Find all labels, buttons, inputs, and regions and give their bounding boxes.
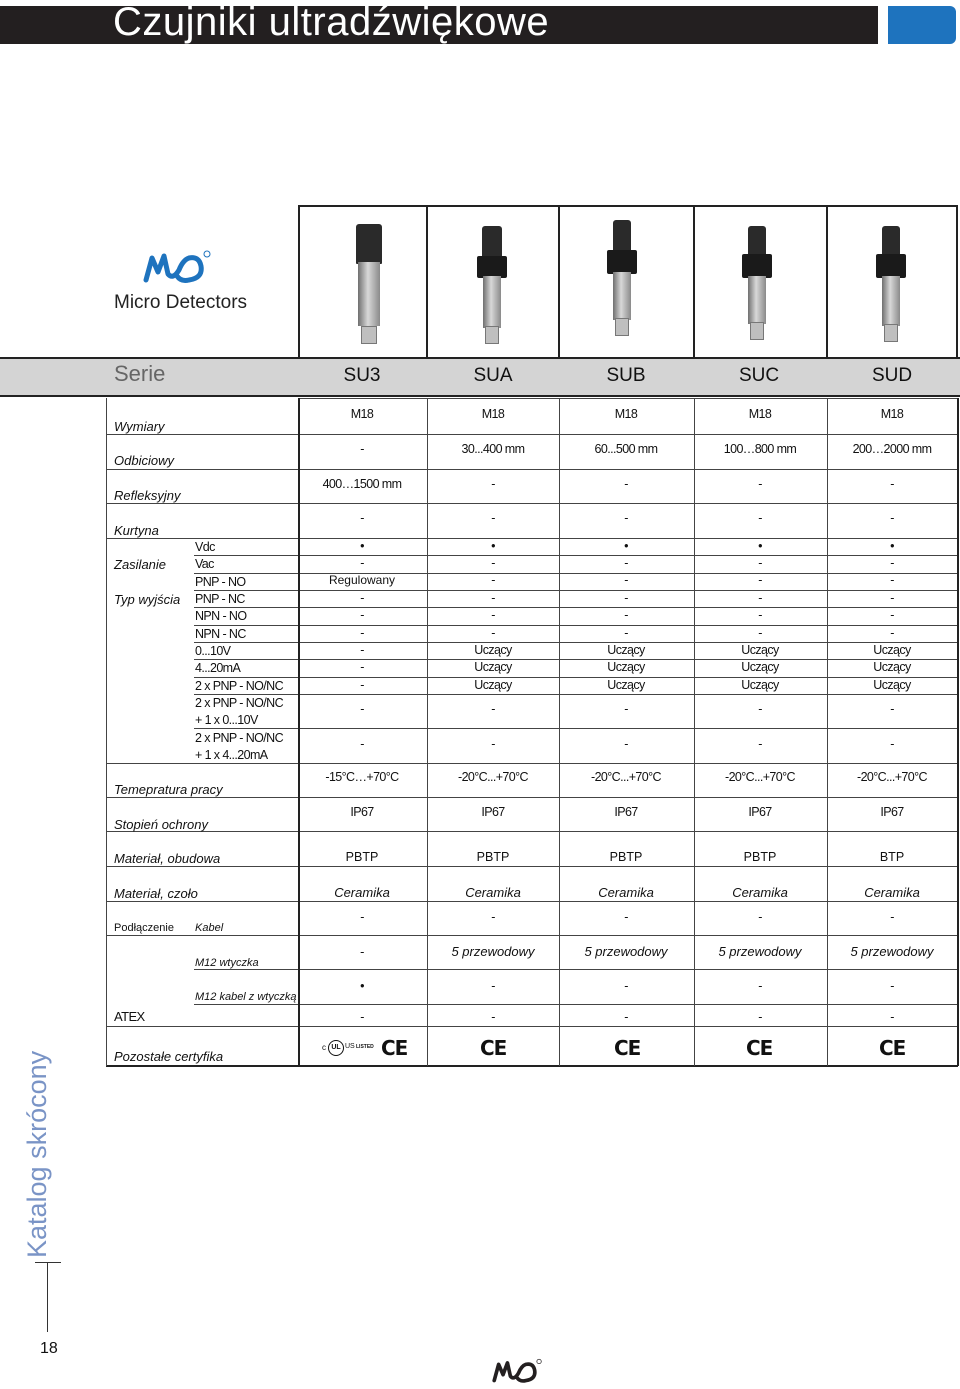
sublabel-vac: Vac (195, 557, 214, 571)
cell-material-czolo-suc: Ceramika (732, 885, 788, 900)
label-m12-wtyczka: M12 wtyczka (195, 957, 259, 969)
cell-npn-no-sud: - (890, 608, 894, 622)
cell-atex-suc: - (758, 1010, 762, 1024)
label-odbiciowy: Odbiciowy (114, 453, 174, 468)
table-top-rule (298, 398, 957, 399)
cell-m12-wtyczka-sua: 5 przewodowy (451, 944, 535, 959)
side-line (47, 1262, 48, 1332)
cell-v010-sud: Uczący (873, 643, 911, 657)
sublabel-pnp-nc: PNP - NC (195, 592, 245, 606)
table-rule (194, 969, 957, 970)
cell-m12-kabel-su3: • (360, 979, 364, 993)
cell-pnp2-sud: Uczący (873, 678, 911, 692)
cell-material-obudowa-suc: PBTP (743, 850, 777, 864)
cell-odbiciowy-sud: 200…2000 mm (852, 442, 932, 456)
table-rule (106, 763, 957, 764)
cell-ma420-suc: Uczący (741, 660, 779, 674)
cell-pnp2-su3: - (360, 678, 364, 692)
cell-pnp2-ma-sua: - (491, 737, 495, 751)
cell-pnp-no-sud: - (890, 573, 894, 587)
cell-odbiciowy-sua: 30...400 mm (461, 442, 525, 456)
cell-vdc-sud: • (890, 539, 894, 553)
label-kurtyna: Kurtyna (114, 523, 159, 538)
table-rule (106, 503, 957, 504)
cell-vac-su3: - (360, 556, 364, 570)
sensor-image-suc (742, 226, 772, 342)
cell-kurtyna-sud: - (890, 511, 894, 525)
cell-material-czolo-su3: Ceramika (334, 885, 390, 900)
sublabel-2xpnp-v-a: 2 x PNP - NO/NC (195, 696, 284, 710)
cell-atex-sua: - (491, 1010, 495, 1024)
table-column-rule (298, 398, 300, 1066)
cell-pnp2-v-sud: - (890, 702, 894, 716)
cell-m12-wtyczka-su3: - (359, 944, 365, 959)
table-rule (194, 694, 957, 695)
table-rule (106, 866, 957, 867)
cell-vac-sud: - (890, 556, 894, 570)
cell-pnp2-v-sub: - (624, 702, 628, 716)
cell-ma420-sua: Uczący (474, 660, 512, 674)
cell-kurtyna-sub: - (624, 511, 628, 525)
sublabel-0-10v: 0...10V (195, 644, 231, 658)
label-m12-kabel: M12 kabel z wtyczką (195, 991, 297, 1003)
cell-wymiary-sub: M18 (614, 407, 638, 421)
cell-stopien-suc: IP67 (748, 805, 772, 819)
cell-npn-nc-sud: - (890, 626, 894, 640)
cell-wymiary-suc: M18 (748, 407, 772, 421)
ul-listed-mark: c UL US LISTED (322, 1040, 378, 1056)
cell-pnp2-ma-sub: - (624, 737, 628, 751)
cell-kabel-sud: - (890, 910, 894, 924)
label-typ-wyjscia: Typ wyjścia (114, 592, 181, 607)
cell-npn-nc-su3: - (360, 626, 364, 640)
sublabel-2xpnp-ma-a: 2 x PNP - NO/NC (195, 731, 284, 745)
cell-npn-no-suc: - (758, 608, 762, 622)
cell-kabel-suc: - (758, 910, 762, 924)
cell-refleksyjny-sub: - (624, 477, 628, 491)
table-column-rule (559, 398, 560, 1066)
cell-pnp2-suc: Uczący (741, 678, 779, 692)
cell-temperatura-su3: -15°C…+70°C (325, 770, 399, 784)
table-column-rule (827, 398, 828, 1066)
cell-refleksyjny-suc: - (758, 477, 762, 491)
cell-npn-no-sub: - (624, 608, 628, 622)
cell-refleksyjny-sua: - (491, 477, 495, 491)
table-rule (106, 831, 957, 832)
sublabel-2xpnp-ma-b: + 1 x 4...20mA (195, 748, 268, 762)
cell-m12-kabel-suc: - (758, 979, 762, 993)
brand-name: Micro Detectors (114, 292, 248, 313)
cell-vdc-su3: • (360, 539, 364, 553)
cell-material-obudowa-su3: PBTP (345, 850, 379, 864)
table-rule (106, 434, 957, 435)
cell-temperatura-sud: -20°C...+70°C (857, 770, 927, 784)
cell-pnp-nc-su3: - (360, 591, 364, 605)
table-rule (106, 469, 957, 470)
footer-logo-icon (492, 1356, 542, 1386)
cell-npn-nc-sub: - (624, 626, 628, 640)
cell-pnp-nc-sua: - (491, 591, 495, 605)
label-atex: ATEX (114, 1009, 145, 1024)
cell-v010-sub: Uczący (607, 643, 645, 657)
catalog-side-label: Katalog skrócony (22, 1050, 52, 1258)
sublabel-2xpnp: 2 x PNP - NO/NC (195, 679, 284, 693)
label-temperatura: Temepratura pracy (114, 782, 223, 797)
cell-v010-su3: - (360, 643, 364, 657)
cell-material-czolo-sua: Ceramika (465, 885, 521, 900)
series-sud: SUD (871, 365, 913, 386)
sensor-image-sub (607, 220, 637, 338)
cell-material-obudowa-sub: PBTP (609, 850, 643, 864)
cell-m12-kabel-sua: - (491, 979, 495, 993)
cell-npn-nc-suc: - (758, 626, 762, 640)
cell-wymiary-su3: M18 (350, 407, 374, 421)
sublabel-pnp-no: PNP - NO (195, 575, 246, 589)
series-sub: SUB (606, 365, 646, 386)
table-rule (106, 797, 957, 798)
sublabel-npn-nc: NPN - NC (195, 627, 246, 641)
cell-atex-su3: - (360, 1010, 364, 1024)
cell-kabel-su3: - (360, 910, 364, 924)
cell-pnp2-sub: Uczący (607, 678, 645, 692)
cell-odbiciowy-suc: 100…800 mm (723, 442, 797, 456)
cell-pnp2-sua: Uczący (474, 678, 512, 692)
cell-pnp2-v-sua: - (491, 702, 495, 716)
cell-pnp2-ma-sud: - (890, 737, 894, 751)
cell-pnp2-ma-suc: - (758, 737, 762, 751)
cell-vdc-sua: • (491, 539, 495, 553)
cell-kurtyna-su3: - (360, 511, 364, 525)
cell-ma420-su3: - (360, 660, 364, 674)
table-rule (106, 1026, 957, 1027)
frame-top (298, 205, 958, 207)
label-wymiary: Wymiary (114, 419, 165, 434)
section-tab (888, 6, 956, 44)
cell-material-obudowa-sua: PBTP (476, 850, 510, 864)
cell-kurtyna-suc: - (758, 511, 762, 525)
cell-v010-suc: Uczący (741, 643, 779, 657)
cell-kabel-sua: - (491, 910, 495, 924)
cell-ma420-sub: Uczący (607, 660, 645, 674)
cell-m12-wtyczka-sud: 5 przewodowy (850, 944, 934, 959)
table-rule (106, 935, 957, 936)
cell-pnp-no-sua: - (491, 573, 495, 587)
cell-kabel-sub: - (624, 910, 628, 924)
cell-odbiciowy-sub: 60...500 mm (594, 442, 658, 456)
label-podlaczenie: Podłączenie (114, 922, 174, 934)
series-su3: SU3 (343, 365, 381, 386)
cell-stopien-sub: IP67 (614, 805, 638, 819)
table-column-rule (427, 398, 428, 1066)
table-column-rule (106, 398, 107, 1066)
ce-mark-1: CE (480, 1036, 507, 1060)
cell-pnp2-v-su3: - (360, 702, 364, 716)
cell-temperatura-suc: -20°C...+70°C (725, 770, 795, 784)
cell-wymiary-sud: M18 (880, 407, 904, 421)
ce-mark-2: CE (614, 1036, 641, 1060)
cell-pnp2-ma-su3: - (360, 737, 364, 751)
table-bottom-rule (106, 1065, 958, 1067)
cell-m12-wtyczka-sub: 5 przewodowy (584, 944, 668, 959)
table-rule (194, 728, 957, 729)
cell-m12-kabel-sud: - (890, 979, 894, 993)
serie-label: Serie (114, 361, 166, 386)
side-tick (35, 1262, 61, 1263)
table-rule (106, 901, 957, 902)
ce-mark-4: CE (879, 1036, 906, 1060)
label-stopien: Stopień ochrony (114, 817, 208, 832)
cell-vac-sub: - (624, 556, 628, 570)
cell-npn-no-su3: - (360, 608, 364, 622)
page-title: Czujniki ultradźwiękowe (113, 0, 550, 44)
cell-atex-sub: - (624, 1010, 628, 1024)
cell-kurtyna-sua: - (491, 511, 495, 525)
cell-ma420-sud: Uczący (873, 660, 911, 674)
cell-pnp-no-su3: Regulowany (328, 573, 396, 587)
cell-stopien-sud: IP67 (880, 805, 904, 819)
cell-refleksyjny-sud: - (890, 477, 894, 491)
cell-material-obudowa-sud: BTP (879, 850, 905, 864)
cell-odbiciowy-su3: - (360, 442, 364, 456)
cell-vac-suc: - (758, 556, 762, 570)
table-column-rule (957, 398, 959, 1066)
series-suc: SUC (738, 365, 780, 386)
cell-pnp-nc-sud: - (890, 591, 894, 605)
cell-refleksyjny-su3: 400…1500 mm (322, 477, 402, 491)
cell-npn-nc-sua: - (491, 626, 495, 640)
cell-pnp-no-suc: - (758, 573, 762, 587)
cell-wymiary-sua: M18 (481, 407, 505, 421)
cell-v010-sua: Uczący (474, 643, 512, 657)
page-number: 18 (40, 1340, 58, 1357)
sensor-image-su3 (352, 224, 386, 346)
cell-atex-sud: - (890, 1010, 894, 1024)
label-zasilanie: Zasilanie (114, 557, 167, 572)
label-certyfikaty: Pozostałe certyfika (114, 1049, 224, 1064)
cell-vdc-suc: • (758, 539, 762, 553)
sublabel-4-20ma: 4...20mA (195, 661, 241, 675)
cell-vac-sua: - (491, 556, 495, 570)
cell-pnp2-v-suc: - (758, 702, 762, 716)
cell-stopien-su3: IP67 (350, 805, 374, 819)
cell-pnp-nc-suc: - (758, 591, 762, 605)
label-kabel: Kabel (195, 922, 224, 934)
sublabel-2xpnp-v-b: + 1 x 0...10V (195, 713, 258, 727)
series-sua: SUA (473, 365, 513, 386)
sensor-image-sua (476, 226, 508, 346)
ce-mark-0: CE (381, 1036, 408, 1060)
cell-material-czolo-sud: Ceramika (864, 885, 920, 900)
sublabel-npn-no: NPN - NO (195, 609, 247, 623)
cell-material-czolo-sub: Ceramika (598, 885, 654, 900)
cell-vdc-sub: • (624, 539, 628, 553)
sublabel-vdc: Vdc (195, 540, 215, 554)
label-material-czolo: Materiał, czoło (114, 886, 198, 901)
table-rule (194, 1004, 957, 1005)
ce-mark-3: CE (746, 1036, 773, 1060)
label-material-obudowa: Materiał, obudowa (114, 851, 221, 866)
sensor-image-sud (876, 226, 906, 344)
cell-temperatura-sub: -20°C...+70°C (591, 770, 661, 784)
label-refleksyjny: Refleksyjny (114, 488, 181, 503)
micro-detectors-logo-icon (143, 250, 211, 284)
cell-m12-kabel-sub: - (624, 979, 628, 993)
cell-stopien-sua: IP67 (481, 805, 505, 819)
cell-pnp-no-sub: - (624, 573, 628, 587)
cell-m12-wtyczka-suc: 5 przewodowy (718, 944, 802, 959)
cell-pnp-nc-sub: - (624, 591, 628, 605)
table-column-rule (694, 398, 695, 1066)
cell-npn-no-sua: - (491, 608, 495, 622)
cell-temperatura-sua: -20°C...+70°C (458, 770, 528, 784)
